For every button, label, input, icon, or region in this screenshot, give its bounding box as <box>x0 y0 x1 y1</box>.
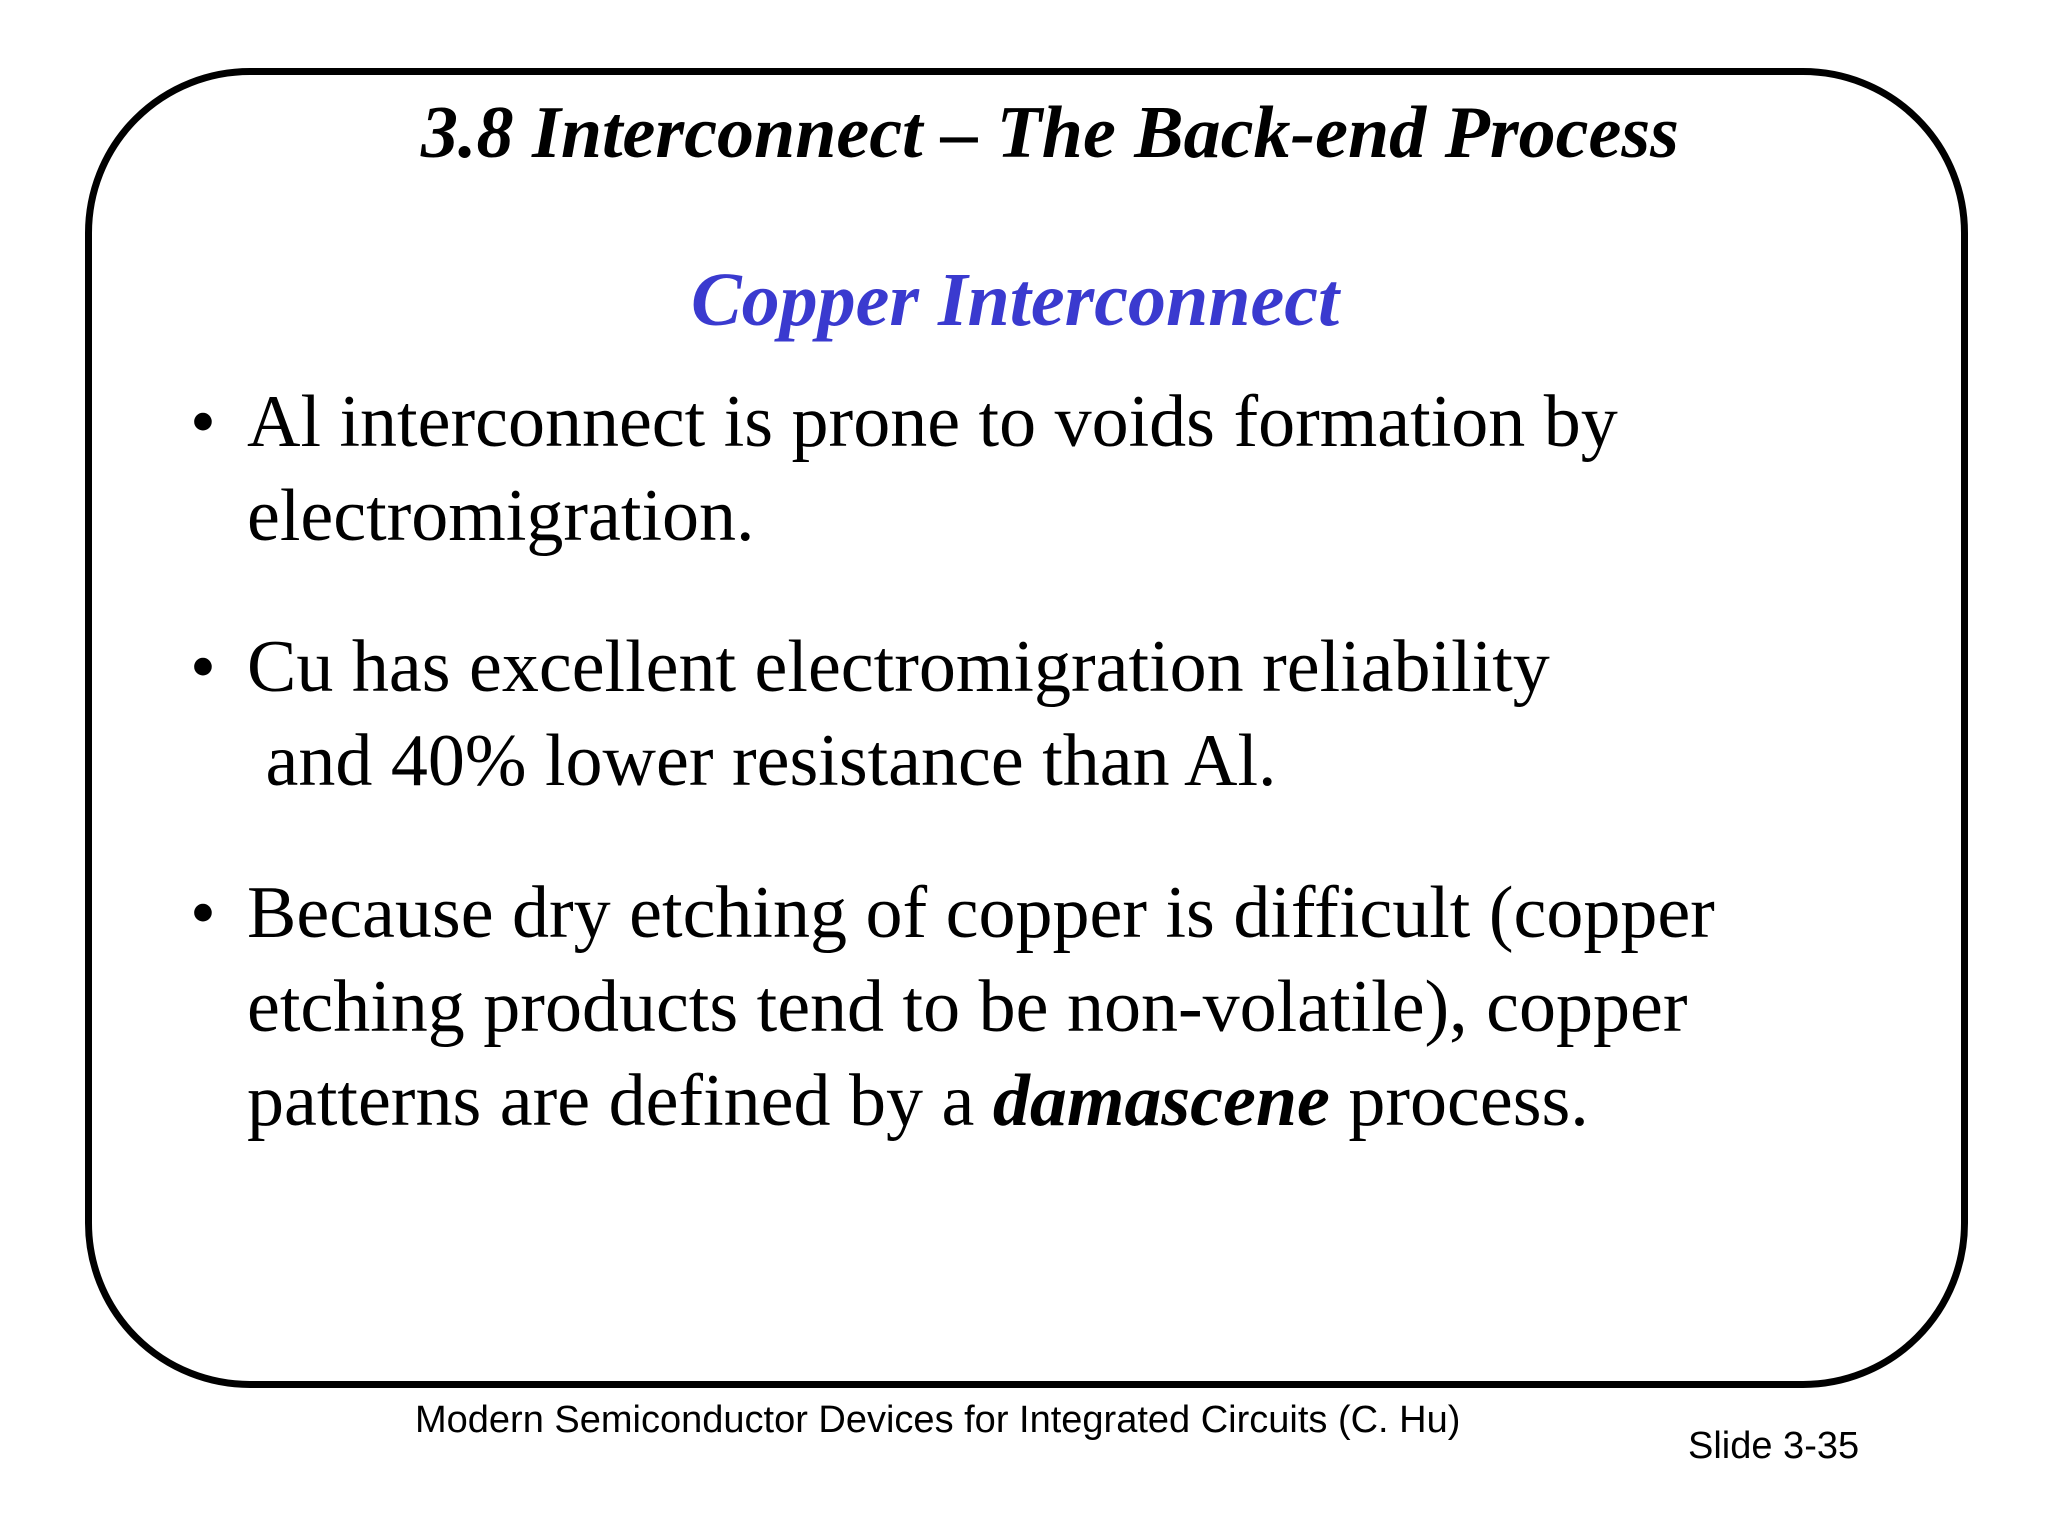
emphasized-term: damascene <box>992 1060 1330 1142</box>
bullet-marker: • <box>190 626 216 708</box>
slide-subtitle: Copper Interconnect <box>690 258 1340 342</box>
slide-title: 3.8 Interconnect – The Back-end Process <box>421 92 1679 174</box>
bullet-line-with-emphasis <box>247 1054 1589 1148</box>
bullet-line: electromigration. <box>247 475 755 557</box>
bullet-line: and 40% lower resistance than Al. <box>247 720 1277 802</box>
footer-citation: Modern Semiconductor Devices for Integrated Circuits (C. Hu) <box>415 1399 1461 1441</box>
bullet-line: Cu has excellent electromigration reliability <box>247 626 1550 708</box>
bullet-line: Because dry etching of copper is difficult (copper <box>247 872 1715 954</box>
bullet-line: etching products tend to be non-volatile), copper <box>247 966 1688 1048</box>
slide-number: Slide 3-35 <box>1688 1425 1860 1467</box>
bullet-text: process. <box>1329 1060 1589 1142</box>
bullet-text: patterns are defined by a <box>247 1060 993 1142</box>
bullet-marker: • <box>190 381 216 463</box>
bullet-line: Al interconnect is prone to voids formation by <box>247 381 1618 463</box>
bullet-marker: • <box>190 872 216 954</box>
